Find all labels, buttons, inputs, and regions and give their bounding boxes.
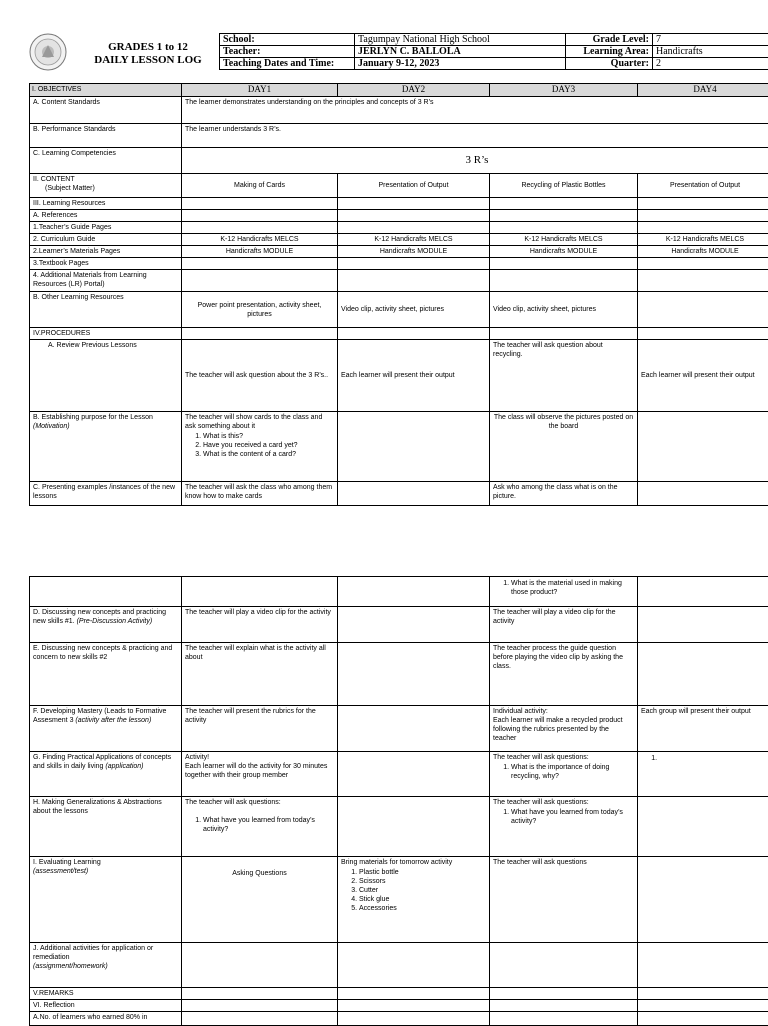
textbook-pages-label: 3.Textbook Pages [30, 258, 182, 270]
list-item: 2. Have you received a card yet? [203, 441, 334, 450]
list-item: 1. What is the importance of doing recycling, why? [511, 763, 634, 781]
curriculum-day3: K-12 Handicrafts MELCS [490, 234, 638, 246]
curriculum-day2: K-12 Handicrafts MELCS [338, 234, 490, 246]
purpose-day1-text: The teacher will show cards to the class and ask something about it [185, 413, 334, 431]
generalizations-day3 [490, 797, 638, 857]
other-resources-day2: Video clip, activity sheet, pictures [338, 292, 490, 328]
list-item: 5. Accessories [359, 904, 486, 913]
evaluating-day2 [338, 857, 490, 943]
content-day3: Recycling of Plastic Bottles [490, 174, 638, 198]
learners-materials-label: 2.Learner’s Materials Pages [30, 246, 182, 258]
evaluating-day1: Asking Questions [182, 857, 338, 943]
discussing-1-label [30, 607, 182, 643]
developing-mastery-label [30, 706, 182, 752]
practical-applications-italic: (application) [105, 763, 143, 770]
school-value: Tagumpay National High School [355, 34, 566, 46]
review-day2: Each learner will present their output [338, 340, 490, 412]
presenting-day1: The teacher will ask the class who among them know how to make cards [182, 482, 338, 506]
lm-day3: Handicrafts MODULE [490, 246, 638, 258]
learning-area-value: Handicrafts [653, 46, 768, 58]
grade-level-label: Grade Level: [566, 34, 653, 46]
evaluating-learning-italic: (assessment/test) [33, 867, 178, 876]
developing-mastery-italic: (activity after the lesson) [75, 717, 151, 724]
performance-standards-label: B. Performance Standards [30, 124, 182, 148]
lr-portal-label: 4. Additional Materials from Learning Resources (LR) Portal) [30, 270, 182, 292]
form-title-line2: DAILY LESSON LOG [73, 54, 223, 67]
developing-mastery-text: F. Developing Mastery (Leads to Formative Assesment 3 [33, 708, 166, 724]
purpose-day1 [182, 412, 338, 482]
other-resources-day3: Video clip, activity sheet, pictures [490, 292, 638, 328]
establishing-purpose-italic: (Motivation) [33, 423, 70, 430]
purpose-day1-list [185, 432, 334, 459]
content-label-line1: II. CONTENT [33, 175, 178, 184]
learning-competencies-text: 3 R’s [182, 148, 768, 174]
applications-day3-text: The teacher will ask questions: [493, 753, 634, 762]
learning-competencies-label: C. Learning Competencies [30, 148, 182, 174]
practical-applications-label [30, 752, 182, 797]
header-info-table [219, 33, 768, 70]
list-item: 3. What is the content of a card? [203, 450, 334, 459]
presenting-examples-label: C. Presenting examples /instances of the new lessons [30, 482, 182, 506]
teacher-label: Teacher: [220, 46, 355, 58]
discussing-2-label: E. Discussing new concepts & practicing and concern to new skills #2 [30, 643, 182, 706]
list-item: 1. What is the material used in making those product? [511, 579, 634, 597]
teachers-guide-label: 1.Teacher’s Guide Pages [30, 222, 182, 234]
applications-day3-list [493, 763, 634, 781]
evaluating-day2-text: Bring materials for tomorrow activity [341, 858, 486, 867]
establishing-purpose-text: B. Establishing purpose for the Lesson [33, 414, 153, 421]
procedures-label: IV.PROCEDURES [30, 328, 182, 340]
review-lessons-label: A. Review Previous Lessons [30, 340, 182, 412]
additional-activities-label [30, 943, 182, 988]
evaluating-learning-label [30, 857, 182, 943]
curriculum-day4: K-12 Handicrafts MELCS [638, 234, 768, 246]
lesson-table-page1 [29, 83, 768, 506]
evaluating-day2-list [341, 868, 486, 913]
discussing-1-text: D. Discussing new concepts and practicing new skills #1. [33, 609, 166, 625]
deped-seal-icon [29, 33, 67, 71]
list-item: 4. Stick glue [359, 895, 486, 904]
lm-day4: Handicrafts MODULE [638, 246, 768, 258]
content-day4: Presentation of Output [638, 174, 768, 198]
form-title-line1: GRADES 1 to 12 [73, 41, 223, 54]
content-day2: Presentation of Output [338, 174, 490, 198]
discussing-1-day1: The teacher will play a video clip for the activity [182, 607, 338, 643]
form-title [73, 41, 223, 67]
teaching-dates-label: Teaching Dates and Time: [220, 58, 355, 70]
additional-activities-italic: (assignment/homework) [33, 962, 178, 971]
applications-day3 [490, 752, 638, 797]
learners-80-label: A.No. of learners who earned 80% in [30, 1012, 182, 1026]
curriculum-day1: K-12 Handicrafts MELCS [182, 234, 338, 246]
review-day3: The teacher will ask question about recycling. [490, 340, 638, 412]
day1-header: DAY1 [182, 84, 338, 97]
generalizations-day1 [182, 797, 338, 857]
review-day1: The teacher will ask question about the 3 R’s.. [182, 340, 338, 412]
content-label-line2: (Subject Matter) [33, 184, 178, 193]
review-day4: Each learner will present their output [638, 340, 768, 412]
discussing-2-day1: The teacher will explain what is the activity all about [182, 643, 338, 706]
learning-area-label: Learning Area: [566, 46, 653, 58]
list-item: 1. Plastic bottle [359, 868, 486, 877]
purpose-day3: The class will observe the pictures posted on the board [490, 412, 638, 482]
generalizations-day3-text: The teacher will ask questions: [493, 798, 634, 807]
evaluating-day3: The teacher will ask questions [490, 857, 638, 943]
continued-day3-list [493, 579, 634, 597]
list-item [659, 754, 768, 763]
performance-standards-text: The learner understands 3 R’s. [182, 124, 768, 148]
day4-header: DAY4 [638, 84, 768, 97]
practical-applications-text: G. Finding Practical Applications of concepts and skills in daily living [33, 754, 171, 770]
evaluating-learning-text: I. Evaluating Learning [33, 858, 178, 867]
generalizations-day1-text: The teacher will ask questions: [185, 798, 334, 807]
learning-resources-label: III. Learning Resources [30, 198, 182, 210]
curriculum-guide-label: 2. Curriculum Guide [30, 234, 182, 246]
lm-day1: Handicrafts MODULE [182, 246, 338, 258]
discussing-1-day3: The teacher will play a video clip for the activity [490, 607, 638, 643]
objectives-header: I. OBJECTIVES [30, 84, 182, 97]
teaching-dates-value: January 9-12, 2023 [355, 58, 566, 70]
remarks-label: V.REMARKS [30, 988, 182, 1000]
mastery-day3: Individual activity: Each learner will make a recycled product following the rubrics presented by the teacher [490, 706, 638, 752]
references-label: A. References [30, 210, 182, 222]
applications-day4 [638, 752, 768, 797]
generalizations-day3-list [493, 808, 634, 826]
teacher-value: JERLYN C. BALLOLA [355, 46, 566, 58]
mastery-day1: The teacher will present the rubrics for the activity [182, 706, 338, 752]
lm-day2: Handicrafts MODULE [338, 246, 490, 258]
content-label [30, 174, 182, 198]
day2-header: DAY2 [338, 84, 490, 97]
lesson-table-page2 [29, 576, 768, 1026]
list-item: 3. Cutter [359, 886, 486, 895]
grade-level-value: 7 [653, 34, 768, 46]
other-resources-day1: Power point presentation, activity sheet, pictures [182, 292, 338, 328]
list-item: 2. Scissors [359, 877, 486, 886]
generalizations-day1-list [185, 816, 334, 834]
list-item: 1. What is this? [203, 432, 334, 441]
continued-day3 [490, 577, 638, 607]
quarter-value: 2 [653, 58, 768, 70]
reflection-label: VI. Reflection [30, 1000, 182, 1012]
discussing-2-day3: The teacher process the guide question before playing the video clip by asking the class. [490, 643, 638, 706]
content-day1: Making of Cards [182, 174, 338, 198]
day3-header: DAY3 [490, 84, 638, 97]
applications-day1: Activity! Each learner will do the activity for 30 minutes together with their group member [182, 752, 338, 797]
other-resources-label: B. Other Learning Resources [30, 292, 182, 328]
establishing-purpose-label [30, 412, 182, 482]
applications-day4-list [641, 754, 768, 763]
presenting-day3: Ask who among the class what is on the picture. [490, 482, 638, 506]
list-item: 1. What have you learned from today’s activity? [511, 808, 634, 826]
list-item: 1. What have you learned from today’s activity? [203, 816, 334, 834]
lesson-log-header [29, 33, 768, 71]
discussing-1-italic: (Pre-Discussion Activity) [77, 618, 153, 625]
mastery-day4: Each group will present their output [638, 706, 768, 752]
generalizations-label: H. Making Generalizations & Abstractions about the lessons [30, 797, 182, 857]
quarter-label: Quarter: [566, 58, 653, 70]
additional-activities-text: J. Additional activities for application or remediation [33, 944, 178, 962]
school-label: School: [220, 34, 355, 46]
content-standards-label: A. Content Standards [30, 97, 182, 124]
content-standards-text: The learner demonstrates understanding on the principles and concepts of 3 R’s [182, 97, 768, 124]
